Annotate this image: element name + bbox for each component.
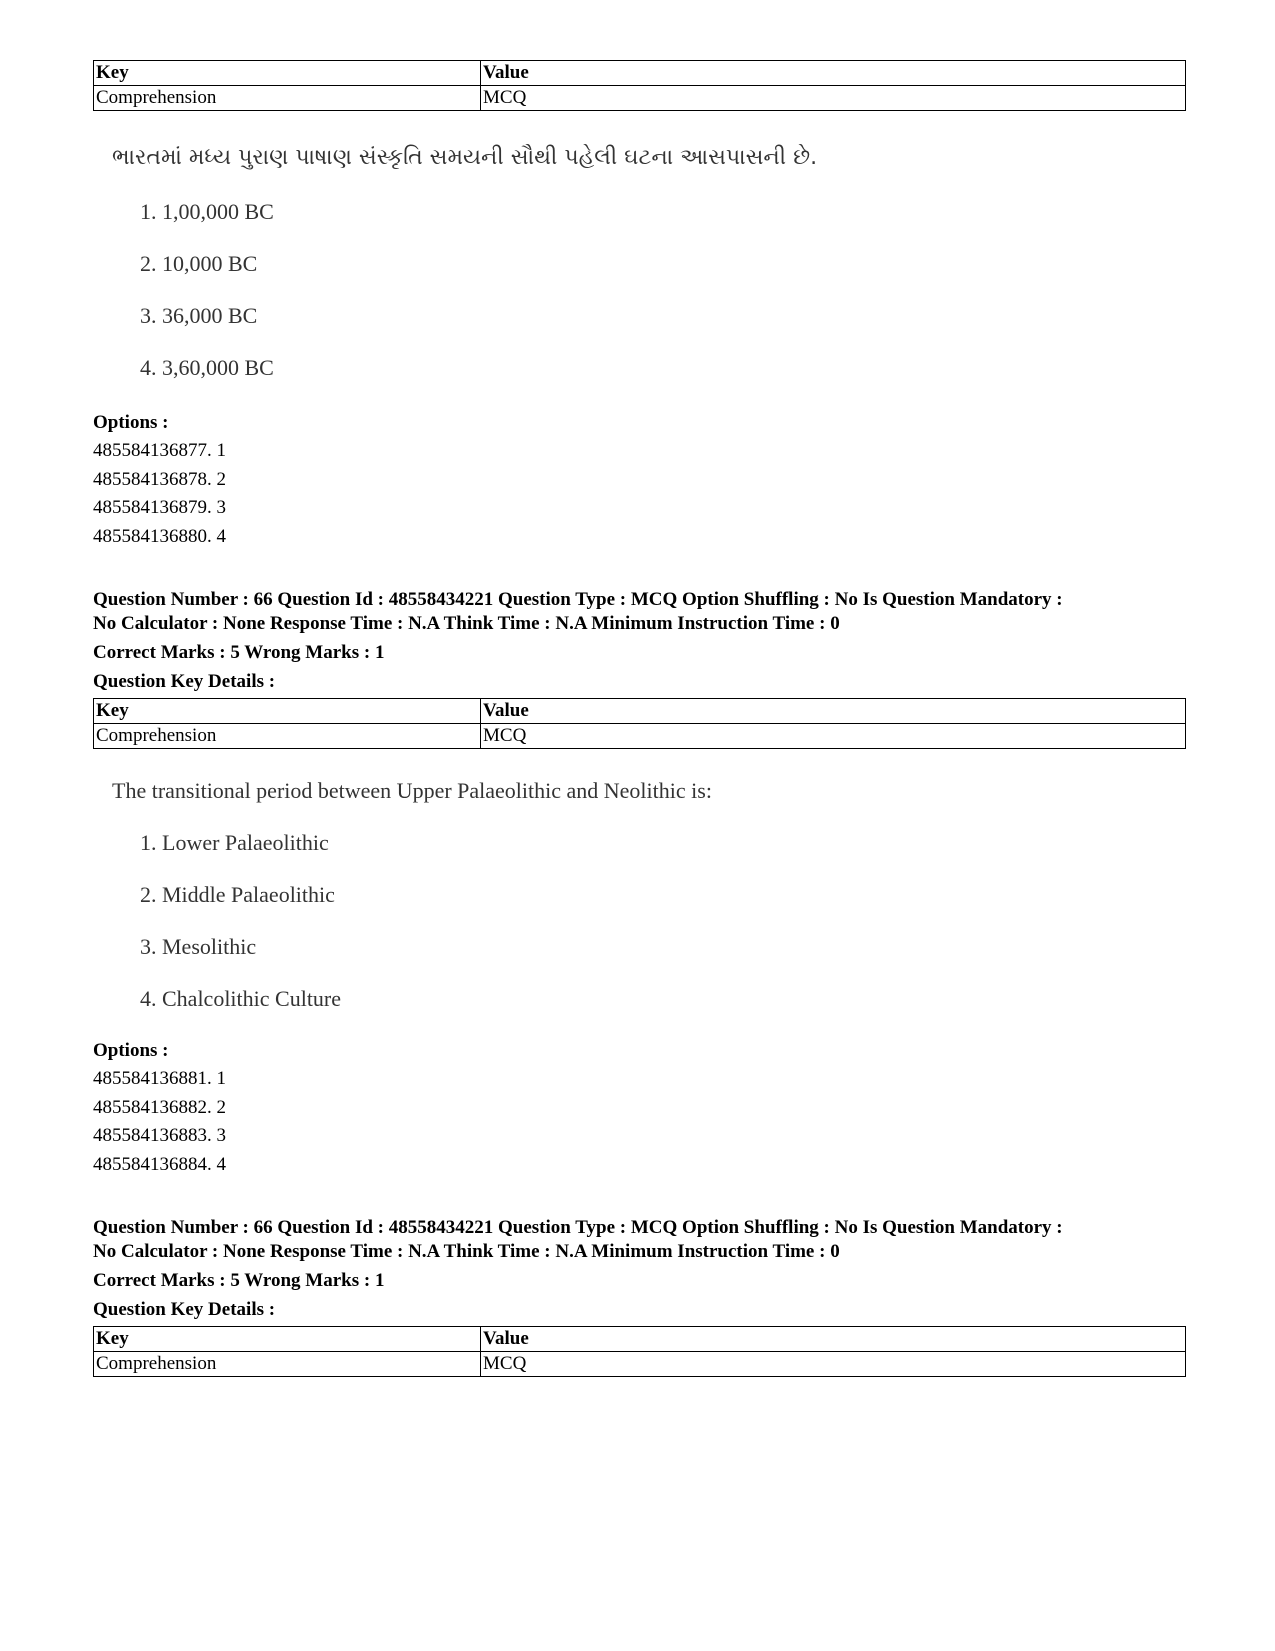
- table-cell-key: Comprehension: [94, 724, 481, 749]
- question-stem-2: The transitional period between Upper Palaeolithic and Neolithic is:: [112, 778, 712, 803]
- question-stem-1: ભારતમાં મધ્ય પુરાણ પાષાણ સંસ્કૃતિ સમયની સૌથી પહેલી ઘટના આસપાસની છે.: [112, 145, 818, 170]
- table-cell-key: Comprehension: [94, 86, 481, 111]
- choice-1-3: 3. 36,000 BC: [140, 303, 258, 328]
- table-row: [94, 86, 1186, 111]
- options-label-1: Options :: [93, 412, 169, 433]
- choice-1-1: 1. 1,00,000 BC: [140, 199, 274, 224]
- choice-2-2: 2. Middle Palaeolithic: [140, 882, 335, 907]
- option-id-2-2: 485584136882. 2: [93, 1097, 226, 1118]
- table-header-value: Value: [481, 699, 1186, 724]
- choice-1-2: 2. 10,000 BC: [140, 251, 258, 276]
- option-id-1-1: 485584136877. 1: [93, 440, 226, 461]
- question-key-details-label: Question Key Details :: [93, 1299, 276, 1320]
- question-key-table-3: [93, 1326, 1186, 1377]
- table-header-key: Key: [94, 699, 481, 724]
- table-row: [94, 1352, 1186, 1377]
- option-id-1-3: 485584136879. 3: [93, 497, 226, 518]
- choice-2-1: 1. Lower Palaeolithic: [140, 830, 329, 855]
- marks-line: Correct Marks : 5 Wrong Marks : 1: [93, 642, 385, 663]
- question-meta-line-2: No Calculator : None Response Time : N.A Think Time : N.A Minimum Instruction Time : 0: [93, 613, 840, 634]
- table-cell-value: MCQ: [481, 86, 1186, 111]
- table-header-value: Value: [481, 61, 1186, 86]
- table-header-row: [94, 699, 1186, 724]
- question-key-table-1: [93, 60, 1186, 111]
- table-cell-value: MCQ: [481, 1352, 1186, 1377]
- option-id-1-2: 485584136878. 2: [93, 469, 226, 490]
- choice-1-4: 4. 3,60,000 BC: [140, 355, 274, 380]
- table-header-row: [94, 1327, 1186, 1352]
- table-header-value: Value: [481, 1327, 1186, 1352]
- option-id-1-4: 485584136880. 4: [93, 526, 226, 547]
- question-key-table-2: [93, 698, 1186, 749]
- table-row: [94, 724, 1186, 749]
- options-label-2: Options :: [93, 1040, 169, 1061]
- table-header-key: Key: [94, 61, 481, 86]
- question-key-details-label: Question Key Details :: [93, 671, 276, 692]
- question-meta-line-1: Question Number : 66 Question Id : 48558434221 Question Type : MCQ Option Shuffling : No Is Question Mandatory :: [93, 1217, 1063, 1238]
- option-id-2-4: 485584136884. 4: [93, 1154, 226, 1175]
- choice-2-4: 4. Chalcolithic Culture: [140, 986, 342, 1011]
- option-id-2-3: 485584136883. 3: [93, 1125, 226, 1146]
- table-header-key: Key: [94, 1327, 481, 1352]
- question-meta-line-1: Question Number : 66 Question Id : 48558434221 Question Type : MCQ Option Shuffling : No Is Question Mandatory :: [93, 589, 1063, 610]
- table-header-row: [94, 61, 1186, 86]
- table-cell-value: MCQ: [481, 724, 1186, 749]
- table-cell-key: Comprehension: [94, 1352, 481, 1377]
- marks-line: Correct Marks : 5 Wrong Marks : 1: [93, 1270, 385, 1291]
- choice-2-3: 3. Mesolithic: [140, 934, 257, 959]
- option-id-2-1: 485584136881. 1: [93, 1068, 226, 1089]
- question-meta-line-2: No Calculator : None Response Time : N.A Think Time : N.A Minimum Instruction Time : 0: [93, 1241, 840, 1262]
